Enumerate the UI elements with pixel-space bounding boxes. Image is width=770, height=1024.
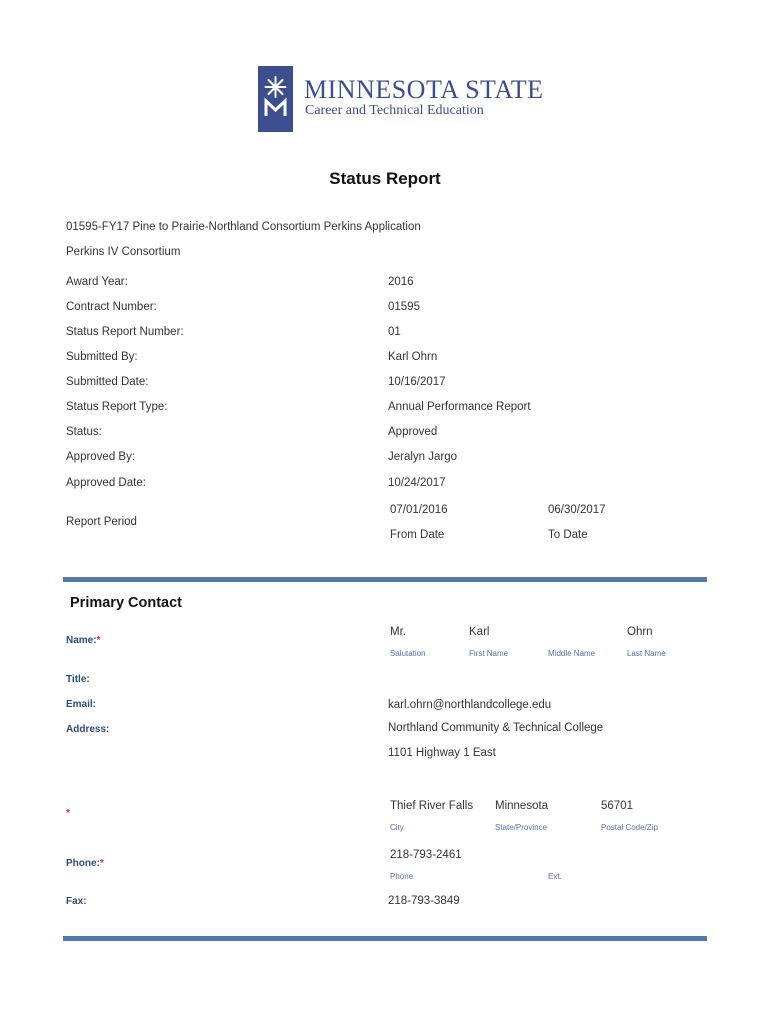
star-icon xyxy=(258,66,293,132)
logo-mark xyxy=(258,66,293,132)
award-year-label: Award Year: xyxy=(66,276,128,288)
to-date-label: To Date xyxy=(548,529,588,541)
logo-subtitle: Career and Technical Education xyxy=(305,103,484,118)
from-date-value: 07/01/2016 xyxy=(390,504,448,516)
to-date-value: 06/30/2017 xyxy=(548,504,606,516)
submitted-by-label: Submitted By: xyxy=(66,351,138,363)
award-year-value: 2016 xyxy=(388,276,414,288)
section-divider xyxy=(63,577,707,582)
approved-date-value: 10/24/2017 xyxy=(388,477,446,489)
submitted-date-value: 10/16/2017 xyxy=(388,376,446,388)
primary-contact-heading: Primary Contact xyxy=(70,595,183,611)
logo-name: MINNESOTA STATE xyxy=(304,75,544,104)
address-line1: Northland Community & Technical College xyxy=(388,722,604,734)
zip-value: 56701 xyxy=(601,800,633,812)
title-label: Title: xyxy=(66,674,90,685)
first-name-value: Karl xyxy=(469,626,490,638)
approved-date-label: Approved Date: xyxy=(66,477,146,489)
zip-label: Postal Code/Zip xyxy=(601,823,658,832)
email-label: Email: xyxy=(66,699,97,710)
fax-value: 218-793-3849 xyxy=(388,895,460,907)
state-value: Minnesota xyxy=(495,800,549,812)
city-label: City xyxy=(390,823,404,832)
from-date-label: From Date xyxy=(390,529,445,541)
contract-number-value: 01595 xyxy=(388,301,420,313)
fax-label: Fax: xyxy=(66,896,87,907)
report-period-label: Report Period xyxy=(66,516,137,528)
email-value: karl.ohrn@northlandcollege.edu xyxy=(388,699,552,711)
submitted-date-label: Submitted Date: xyxy=(66,376,149,388)
address-label: Address: xyxy=(66,724,110,735)
submitted-by-value: Karl Ohrn xyxy=(388,351,438,363)
phone-value: 218-793-2461 xyxy=(390,849,462,861)
first-name-label: First Name xyxy=(469,649,509,658)
state-label: State/Province xyxy=(495,823,548,832)
program-name: Perkins IV Consortium xyxy=(66,246,181,258)
page-title: Status Report xyxy=(329,169,441,188)
last-name-label: Last Name xyxy=(627,649,666,658)
status-report-type-value: Annual Performance Report xyxy=(388,401,531,413)
status-label: Status: xyxy=(66,426,102,438)
status-report-number-label: Status Report Number: xyxy=(66,326,184,338)
salutation-value: Mr. xyxy=(390,626,406,638)
location-required-mark: * xyxy=(66,808,70,819)
name-label: Name:* xyxy=(66,635,101,646)
status-value: Approved xyxy=(388,426,438,438)
city-value: Thief River Falls xyxy=(390,800,474,812)
address-line2: 1101 Highway 1 East xyxy=(388,747,496,759)
approved-by-value: Jeralyn Jargo xyxy=(388,451,458,463)
salutation-label: Salutation xyxy=(390,649,426,658)
status-report-type-label: Status Report Type: xyxy=(66,401,168,413)
status-report-number-value: 01 xyxy=(388,326,401,338)
application-title: 01595-FY17 Pine to Prairie-Northland Consortium Perkins Application xyxy=(66,221,421,233)
last-name-value: Ohrn xyxy=(627,626,653,638)
approved-by-label: Approved By: xyxy=(66,451,136,463)
middle-name-label: Middle Name xyxy=(548,649,596,658)
phone-label: Phone:* xyxy=(66,858,104,869)
ext-label: Ext. xyxy=(548,872,562,881)
contract-number-label: Contract Number: xyxy=(66,301,157,313)
required-mark: * xyxy=(96,635,101,646)
section-divider-bottom xyxy=(63,936,707,941)
phone-sub-label: Phone xyxy=(390,872,414,881)
